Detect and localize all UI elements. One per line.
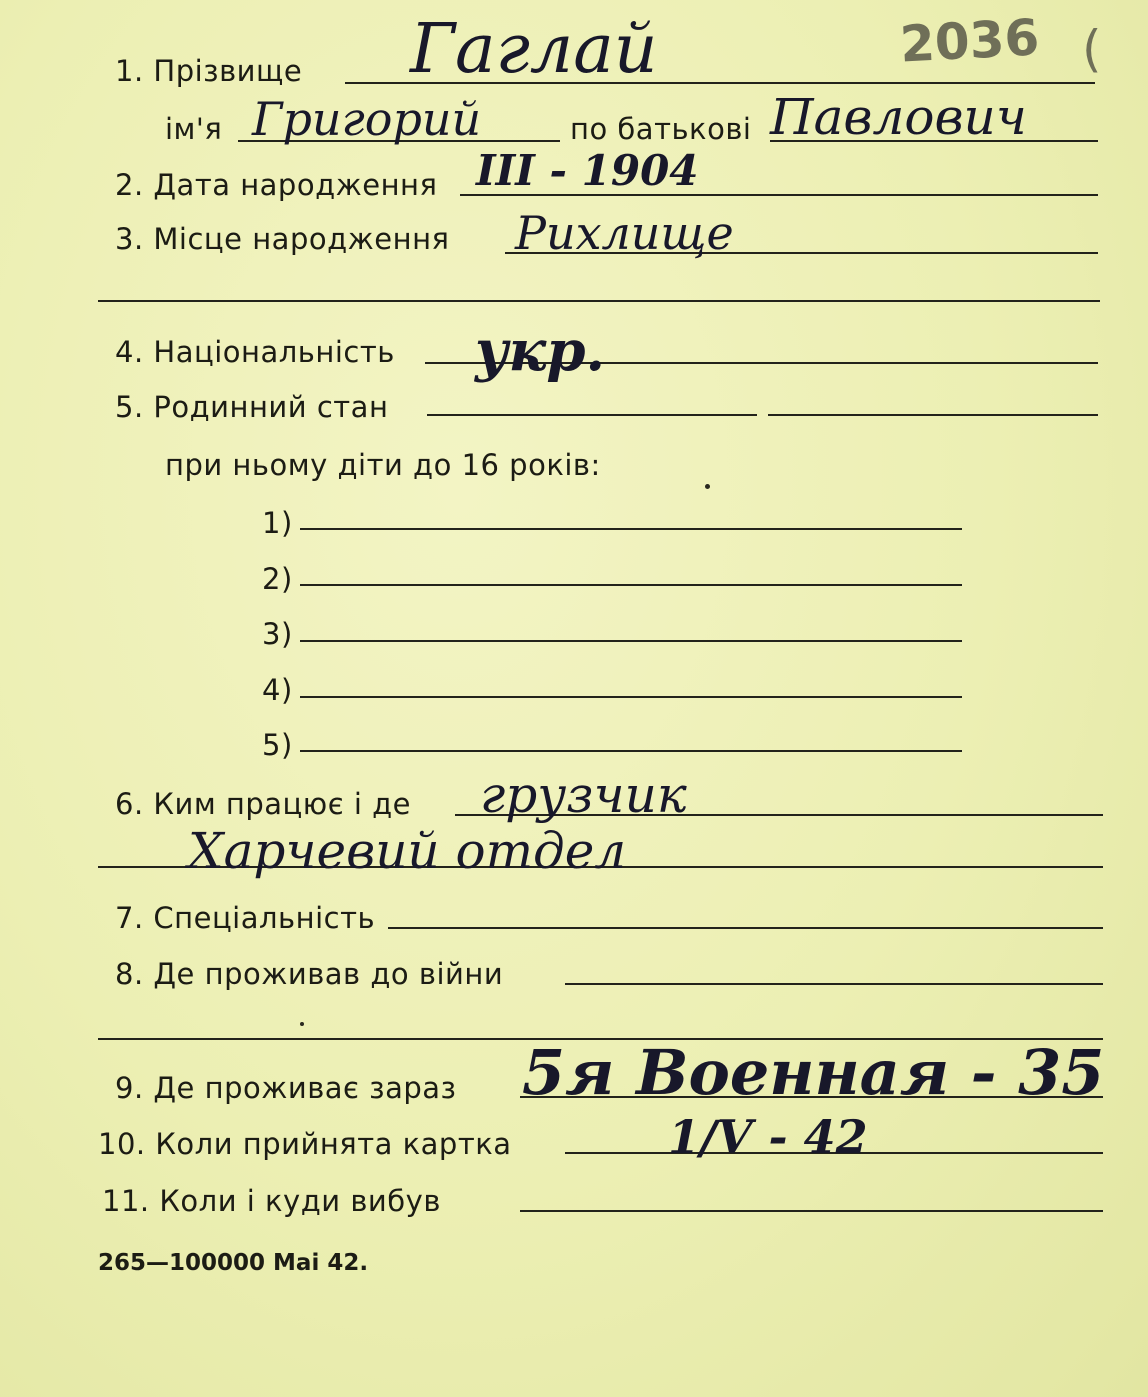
child-1-line (300, 528, 962, 530)
name-value: Григорий (252, 92, 482, 146)
nationality-value: укр. (475, 318, 606, 384)
departure-line (520, 1210, 1103, 1212)
birth-place-value: Рихлище (515, 206, 734, 260)
child-1-label: 1) (262, 506, 293, 540)
prewar-residence-label: 8. Де проживав до війни (115, 957, 504, 991)
birth-date-value: III - 1904 (476, 146, 699, 195)
birth-place-label: 3. Місце народження (115, 222, 450, 256)
archive-stamp-number: 2036 (898, 8, 1041, 74)
patronymic-label: по батькові (570, 112, 752, 146)
child-2-label: 2) (262, 562, 293, 596)
occupation-value-2: Харчевий отдел (188, 822, 627, 880)
marital-status-label: 5. Родинний стан (115, 390, 389, 424)
birth-place-line-2 (98, 300, 1100, 302)
child-3-line (300, 640, 962, 642)
stamp-bracket: ( (1082, 20, 1102, 78)
speciality-line (388, 927, 1103, 929)
child-5-label: 5) (262, 728, 293, 762)
prewar-residence-line (565, 983, 1103, 985)
birth-date-label: 2. Дата народження (115, 168, 438, 202)
ink-dot (705, 484, 710, 489)
occupation-label: 6. Ким працює і де (115, 787, 412, 821)
child-2-line (300, 584, 962, 586)
nationality-label: 4. Національність (115, 335, 395, 369)
surname-label: 1. Прізвище (115, 54, 303, 88)
ink-dot-2 (300, 1022, 304, 1026)
child-4-line (300, 696, 962, 698)
patronymic-value: Павлович (770, 88, 1027, 146)
marital-status-line-b (768, 414, 1098, 416)
occupation-value-1: грузчик (480, 766, 687, 824)
child-3-label: 3) (262, 617, 293, 651)
surname-value: Гаглай (410, 10, 658, 89)
current-residence-label: 9. Де проживає зараз (115, 1071, 457, 1105)
current-residence-value: 5я Военная - 35 (522, 1036, 1105, 1109)
name-label: ім'я (165, 112, 223, 146)
speciality-label: 7. Спеціальність (115, 901, 376, 935)
child-5-line (300, 750, 962, 752)
child-4-label: 4) (262, 673, 293, 707)
print-run-footer: 265—100000 Mai 42. (98, 1250, 369, 1276)
departure-label: 11. Коли і куди вибув (102, 1184, 441, 1218)
card-accepted-value: 1/V - 42 (668, 1110, 868, 1164)
children-label: при ньому діти до 16 років: (165, 448, 601, 482)
marital-status-line-a (427, 414, 757, 416)
card-accepted-label: 10. Коли прийнята картка (98, 1127, 512, 1161)
